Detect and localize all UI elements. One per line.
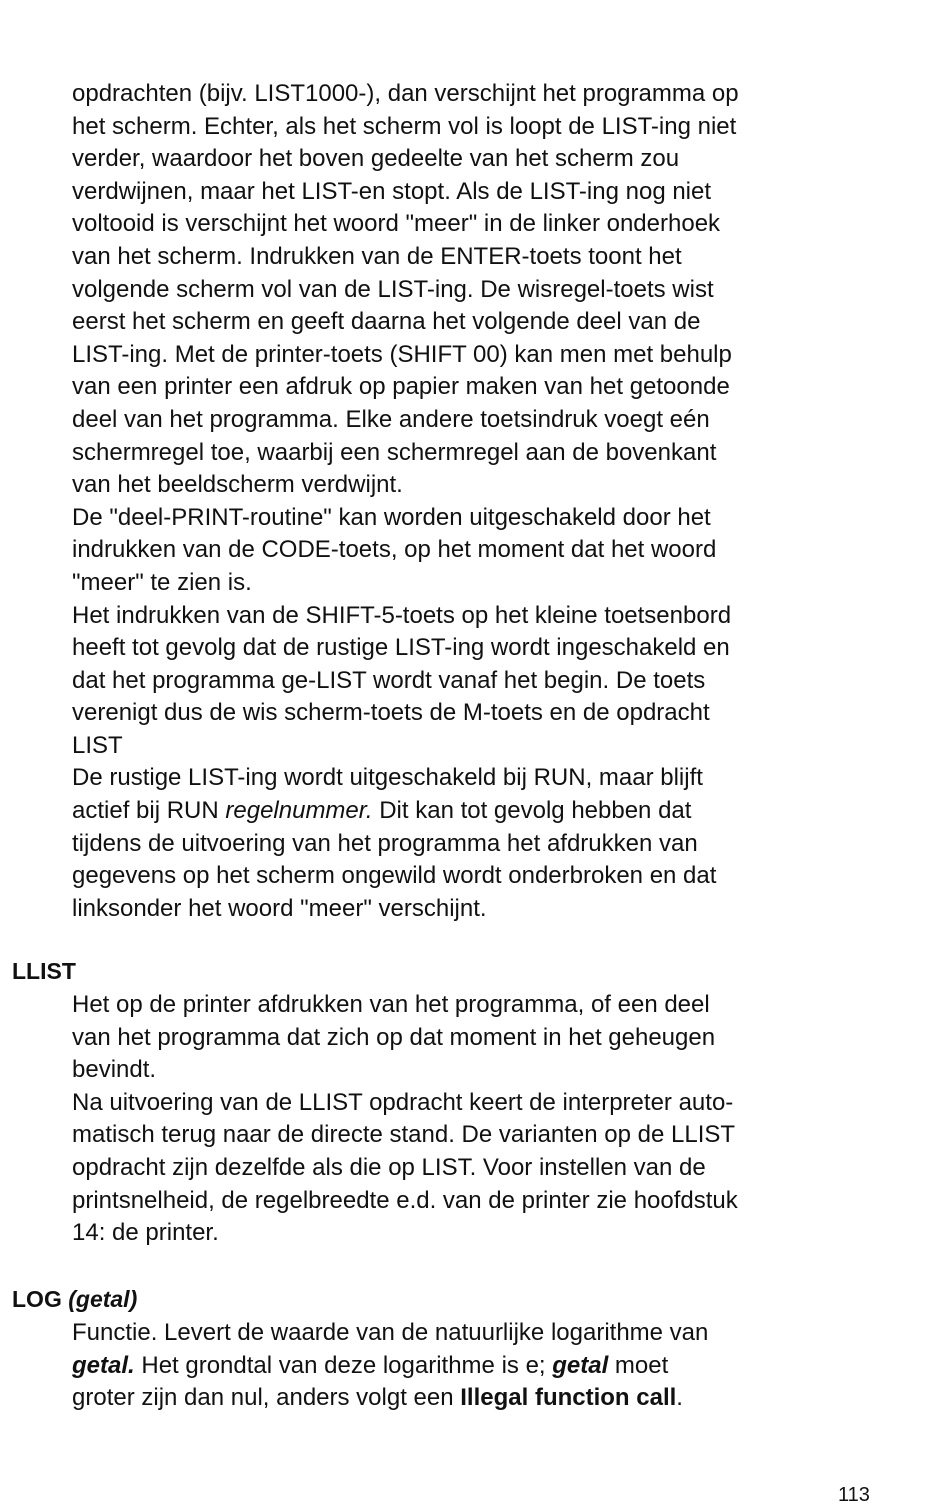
llist-description [72, 989, 884, 1250]
text-line [72, 1350, 884, 1383]
text-line: Het op de printer afdrukken van het programma, of een deel [72, 991, 710, 1018]
text-line: LIST [72, 731, 123, 759]
text-line: matisch terug naar de directe stand. De varianten op de LLIST [72, 1121, 736, 1149]
text-line: van een printer een afdruk op papier maken van het getoonde [72, 373, 730, 401]
text-line: van het scherm. Indrukken van de ENTER-toets toont het [72, 242, 682, 270]
log-description [72, 1317, 884, 1415]
log-heading-keyword: LOG [12, 1286, 62, 1312]
text-line: bevindt. [72, 1056, 157, 1084]
text-line: "meer" te zien is. [72, 568, 252, 596]
text-line: dat het programma ge-LIST wordt vanaf het begin. De toets [72, 666, 706, 694]
text-line: De "deel-PRINT-routine" kan worden uitgeschakeld door het [72, 503, 711, 531]
text-run: moet [608, 1351, 669, 1379]
text-line: opdrachten (bijv. LIST1000-), dan verschijnt het programma op [72, 80, 739, 107]
text-line [72, 1382, 884, 1415]
text-line: 14: de printer. [72, 1219, 219, 1247]
text-line: tijdens de uitvoering van het programma het afdrukken van [72, 829, 698, 857]
text-line: deel van het programma. Elke andere toetsindruk voegt eén [72, 405, 710, 433]
keyword-regelnummer: regelnummer. [225, 797, 373, 825]
text-line: LIST-ing. Met de printer-toets (SHIFT 00) kan men met behulp [72, 340, 732, 368]
text-line: De rustige LIST-ing wordt uitgeschakeld bij RUN, maar blijft [72, 764, 703, 792]
llist-heading: LLIST [12, 958, 76, 984]
text-line: schermregel toe, waarbij een schermregel aan de bovenkant [72, 438, 717, 466]
text-run: groter zijn dan nul, anders volgt een [72, 1384, 461, 1412]
text-run: Dit kan tot gevolg hebben dat [372, 797, 692, 825]
text-line: verder, waardoor het boven gedeelte van het scherm zou [72, 145, 680, 173]
text-line: Het indrukken van de SHIFT-5-toets op het kleine toetsenbord [72, 601, 732, 629]
argument-getal: getal. [72, 1351, 135, 1379]
text-line: eerst het scherm en geeft daarna het volgende deel van de [72, 308, 701, 336]
log-heading-argument: (getal) [68, 1286, 138, 1312]
text-line: verdwijnen, maar het LIST-en stopt. Als de LIST-ing nog niet [72, 177, 712, 205]
text-line [72, 795, 884, 828]
text-line: van het programma dat zich op dat moment in het geheugen [72, 1023, 716, 1051]
text-line: van het beeldscherm verdwijnt. [72, 471, 403, 499]
text-line: Functie. Levert de waarde van de natuurlijke logarithme van [72, 1319, 709, 1346]
text-run: Het grondtal van deze logarithme is e; [134, 1351, 553, 1379]
page-number: 113 [838, 1484, 870, 1506]
text-line: linksonder het woord "meer" verschijnt. [72, 894, 487, 922]
text-line: gegevens op het scherm ongewild wordt onderbroken en dat [72, 862, 717, 890]
text-run: . [676, 1384, 683, 1412]
text-run: actief bij RUN [72, 797, 226, 825]
text-line: opdracht zijn dezelfde als die op LIST. Voor instellen van de [72, 1153, 706, 1181]
text-line: het scherm. Echter, als het scherm vol is loopt de LIST-ing niet [72, 112, 737, 140]
text-line: voltooid is verschijnt het woord "meer" in de linker onderhoek [72, 210, 721, 238]
log-heading [12, 1286, 137, 1313]
text-line: printsnelheid, de regelbreedte e.d. van de printer zie hoofdstuk [72, 1186, 738, 1214]
argument-getal: getal [552, 1351, 609, 1379]
text-line: volgende scherm vol van de LIST-ing. De wisregel-toets wist [72, 275, 714, 303]
text-line: verenigt dus de wis scherm-toets de M-toets en de opdracht [72, 699, 710, 727]
text-line: Na uitvoering van de LLIST opdracht keert de interpreter auto- [72, 1088, 734, 1116]
text-line: heeft tot gevolg dat de rustige LIST-ing wordt ingeschakeld en [72, 634, 730, 662]
list-continuation-text [72, 78, 884, 925]
error-message: Illegal function call [460, 1384, 677, 1412]
text-line: indrukken van de CODE-toets, op het moment dat het woord [72, 536, 717, 564]
